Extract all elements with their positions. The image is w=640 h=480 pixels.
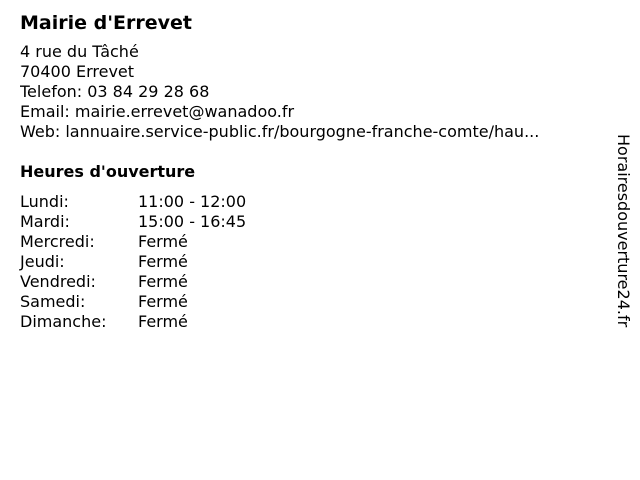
hours-row-lundi <box>20 192 610 212</box>
hours-row-mercredi <box>20 232 610 252</box>
hours-row-samedi <box>20 292 610 312</box>
day-label: Jeudi: <box>20 252 65 271</box>
day-hours: Fermé <box>138 232 188 251</box>
opening-hours-table <box>20 192 610 332</box>
site-brand-label: Horairesdouverture24.fr <box>614 134 633 328</box>
phone-line: Telefon: 03 84 29 28 68 <box>20 82 210 101</box>
address-block <box>20 42 610 142</box>
day-hours: Fermé <box>138 292 188 311</box>
day-hours: Fermé <box>138 272 188 291</box>
day-label: Dimanche: <box>20 312 107 331</box>
hours-row-jeudi <box>20 252 610 272</box>
day-hours: Fermé <box>138 252 188 271</box>
place-title: Mairie d'Errevet <box>20 12 193 34</box>
day-label: Mardi: <box>20 212 70 231</box>
opening-hours-heading: Heures d'ouverture <box>20 162 196 181</box>
day-label: Lundi: <box>20 192 69 211</box>
hours-row-dimanche <box>20 312 610 332</box>
hours-row-mardi <box>20 212 610 232</box>
business-card <box>20 10 610 332</box>
day-label: Mercredi: <box>20 232 95 251</box>
day-label: Samedi: <box>20 292 86 311</box>
postal-city: 70400 Errevet <box>20 62 135 81</box>
day-label: Vendredi: <box>20 272 96 291</box>
day-hours: 11:00 - 12:00 <box>138 192 247 211</box>
hours-row-vendredi <box>20 272 610 292</box>
day-hours: 15:00 - 16:45 <box>138 212 247 231</box>
email-line: Email: mairie.errevet@wanadoo.fr <box>20 102 295 121</box>
web-line: Web: lannuaire.service-public.fr/bourgogne-franche-comte/hau... <box>20 122 540 141</box>
day-hours: Fermé <box>138 312 188 331</box>
street-address: 4 rue du Tâché <box>20 42 139 61</box>
